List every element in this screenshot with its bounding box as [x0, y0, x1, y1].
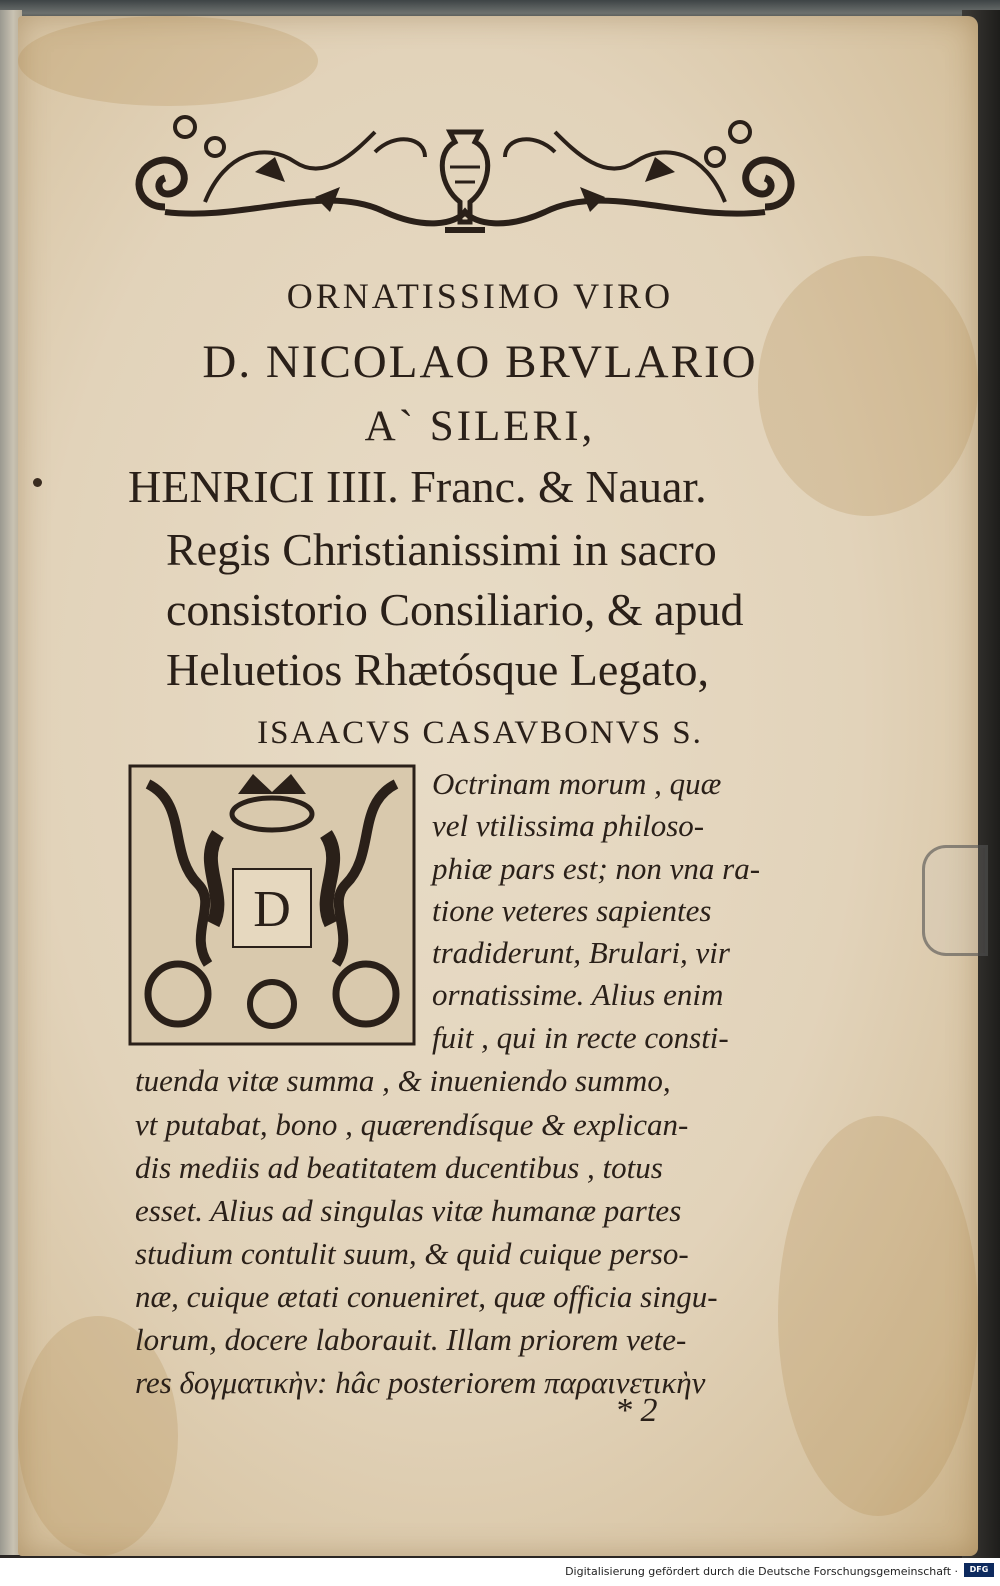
- title-line-2: D. NICOLAO BRVLARIO: [202, 336, 758, 388]
- margin-mark: [33, 478, 42, 487]
- title-line-1: ORNATISSIMO VIRO: [286, 276, 674, 316]
- signature-mark: * 2: [615, 1392, 658, 1429]
- body-line: ornatissime. Alius enim: [432, 977, 724, 1012]
- body-line: tione veteres sapientes: [432, 893, 712, 928]
- initial-ornament: [128, 764, 416, 1046]
- title-line-7: Heluetios Rhætósque Legato,: [166, 644, 709, 695]
- page-clip: [922, 845, 988, 956]
- body-line: fuit , qui in recte consti-: [432, 1020, 729, 1055]
- body-line: studium contulit suum, & quid cuique perso-: [135, 1236, 689, 1271]
- body-line: tradiderunt, Brulari, vir: [432, 935, 730, 970]
- initial-letter: D: [253, 881, 291, 938]
- body-line: næ, cuique ætati conueniret, quæ officia singu-: [135, 1279, 718, 1314]
- body-line: vt putabat, bono , quærendísque & explican-: [135, 1107, 689, 1142]
- title-line-4: HENRICI IIII. Franc. & Nauar.: [128, 461, 707, 512]
- body-line: tuenda vitæ summa , & inueniendo summo,: [135, 1063, 671, 1098]
- title-line-6: consistorio Consiliario, & apud: [166, 584, 744, 635]
- body-line: vel vtilissima philoso-: [432, 808, 705, 843]
- body-line: lorum, docere laborauit. Illam priorem vete-: [135, 1322, 687, 1357]
- footer-credit: Digitalisierung gefördert durch die Deutsche Forschungsgemeinschaft ·: [565, 1565, 958, 1578]
- dfg-logo: DFG: [964, 1563, 994, 1577]
- ornamental-headpiece: [125, 112, 805, 242]
- body-line: phiæ pars est; non vna ra-: [432, 851, 761, 886]
- body-line: res δογματικὴν: hâc posteriorem παραινετικὴν: [135, 1365, 706, 1400]
- title-line-3: A` SILERI,: [364, 403, 596, 450]
- body-line: dis mediis ad beatitatem ducentibus , totus: [135, 1150, 663, 1185]
- title-line-5: Regis Christianissimi in sacro: [166, 524, 717, 575]
- title-line-8: ISAACVS CASAVBONVS S.: [257, 715, 703, 751]
- body-line: Octrinam morum , quæ: [432, 766, 722, 801]
- body-line: esset. Alius ad singulas vitæ humanæ partes: [135, 1193, 682, 1228]
- decorated-initial: [128, 764, 416, 1046]
